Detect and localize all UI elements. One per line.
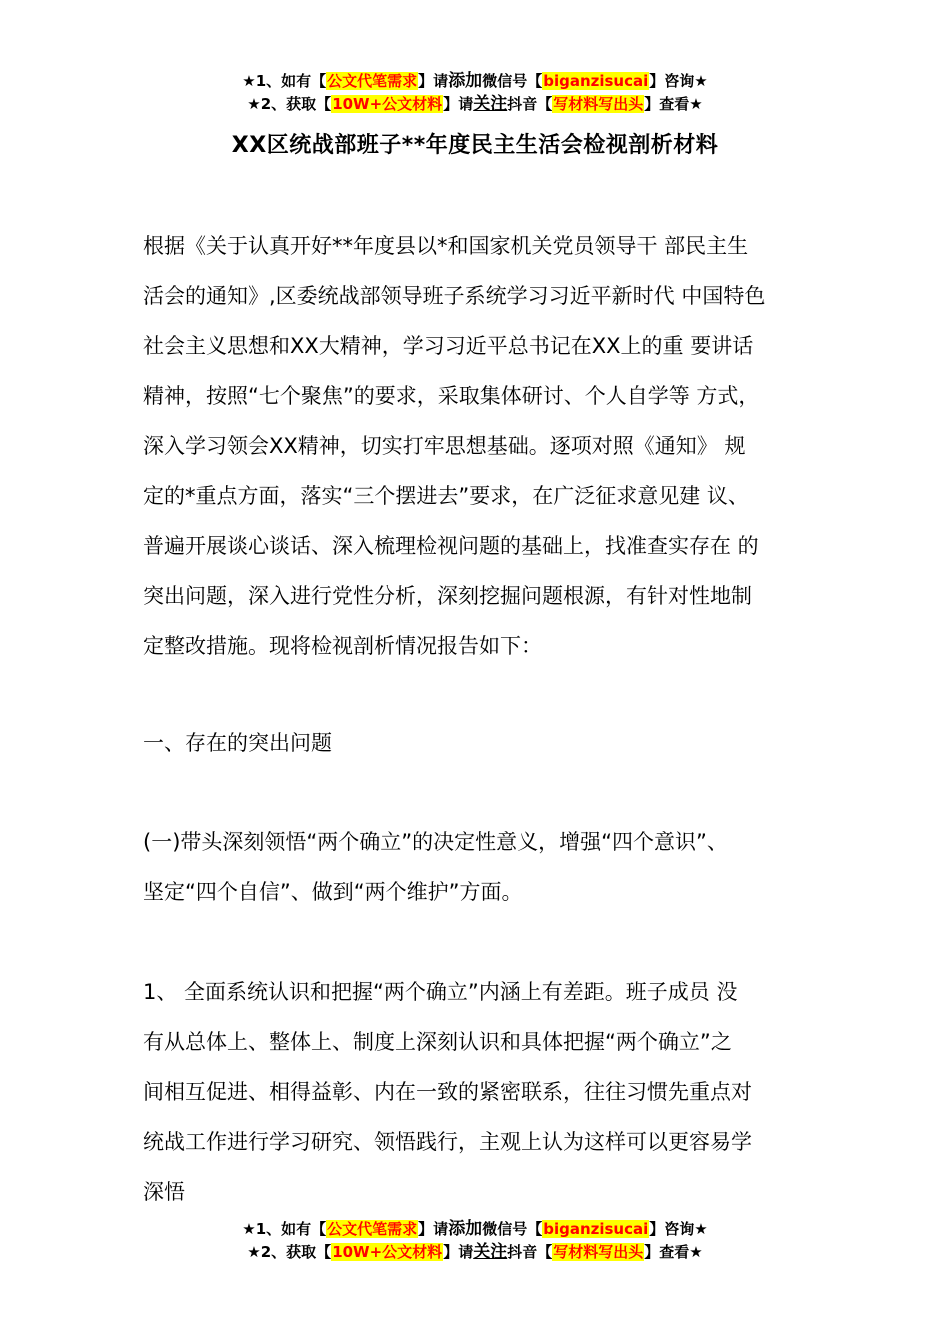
text-line: 深悟 (143, 1180, 185, 1204)
promo-text: 微信号【 (482, 72, 543, 90)
promo-line-2 (0, 1241, 950, 1264)
promo-douyin-id: 写材料写出头 (553, 1243, 644, 1261)
promo-text: 】请 (418, 1220, 449, 1238)
promo-text: 】请 (418, 72, 449, 90)
promo-line-1 (0, 70, 950, 93)
promo-text: 】请 (443, 1243, 474, 1261)
document-title: XX区统战部班子**年度民主生活会检视剖析材料 (231, 133, 719, 158)
text-line: 活会的通知》,区委统战部领导班子系统学习习近平新时代 中国特色 (143, 284, 766, 308)
text-line: 突出问题，深入进行党性分析，深刻挖掘问题根源，有针对性地制 (143, 584, 752, 608)
promo-text: 抖音【 (507, 95, 553, 113)
promo-text: ★1、如有【 (242, 72, 327, 90)
promo-wechat-id: biganzisucai (543, 72, 649, 90)
text-line: 统战工作进行学习研究、领悟践行，主观上认为这样可以更容易学 (143, 1130, 752, 1154)
text-line: 有从总体上、整体上、制度上深刻认识和具体把握“两个确立”之 (143, 1030, 732, 1054)
text-line: 坚定“四个自信”、做到“两个维护”方面。 (143, 880, 523, 904)
promo-text: ★1、如有【 (242, 1220, 327, 1238)
promo-emphasis: 添加 (448, 1219, 483, 1239)
text-line: 间相互促进、相得益彰、内在一致的紧密联系，往往习惯先重点对 (143, 1080, 752, 1104)
text-line: 定的*重点方面，落实“三个摆进去”要求，在广泛征求意见建 议、 (143, 484, 749, 508)
promo-text: 】咨询★ (649, 72, 708, 90)
promo-highlight: 10W+公文材料 (332, 1243, 443, 1261)
text-line: 精神，按照“七个聚焦”的要求，采取集体研讨、个人自学等 方式， (143, 384, 760, 408)
header-promo-banner (0, 70, 950, 116)
promo-text: ★2、获取【 (247, 1243, 332, 1261)
text-line: 深入学习领会XX精神，切实打牢思想基础。逐项对照《通知》 规 (143, 434, 746, 458)
promo-text: 】请 (443, 95, 474, 113)
promo-line-1 (0, 1218, 950, 1241)
section-heading (143, 718, 833, 768)
promo-text: 抖音【 (507, 1243, 553, 1261)
text-line: 普遍开展谈心谈话、深入梳理检视问题的基础上，找准查实存在 的 (143, 534, 759, 558)
subsection-heading (143, 817, 833, 917)
footer-promo-banner (0, 1218, 950, 1264)
promo-highlight: 10W+公文材料 (332, 95, 443, 113)
promo-text: 微信号【 (482, 1220, 543, 1238)
item-1-paragraph (143, 967, 833, 1217)
promo-emphasis: 关注 (473, 1242, 508, 1262)
text-line: 1、 全面系统认识和把握“两个确立”内涵上有差距。班子成员 没 (143, 980, 738, 1004)
promo-text: ★2、获取【 (247, 95, 332, 113)
section-heading-text: 一、存在的突出问题 (143, 731, 332, 755)
text-line: 定整改措施。现将检视剖析情况报告如下： (143, 634, 542, 658)
promo-wechat-id: biganzisucai (543, 1220, 649, 1238)
promo-text: 】查看★ (644, 1243, 703, 1261)
promo-highlight: 公文代笔需求 (327, 72, 418, 90)
text-line: 社会主义思想和XX大精神，学习习近平总书记在XX上的重 要讲话 (143, 334, 754, 358)
text-line: (一)带头深刻领悟“两个确立”的决定性意义，增强“四个意识”、 (143, 830, 728, 854)
promo-text: 】咨询★ (649, 1220, 708, 1238)
promo-emphasis: 添加 (448, 71, 483, 91)
text-line: 根据《关于认真开好**年度县以*和国家机关党员领导干 部民主生 (143, 234, 749, 258)
promo-douyin-id: 写材料写出头 (553, 95, 644, 113)
intro-paragraph (143, 221, 833, 671)
promo-line-2 (0, 93, 950, 116)
promo-highlight: 公文代笔需求 (327, 1220, 418, 1238)
promo-emphasis: 关注 (473, 94, 508, 114)
promo-text: 】查看★ (644, 95, 703, 113)
